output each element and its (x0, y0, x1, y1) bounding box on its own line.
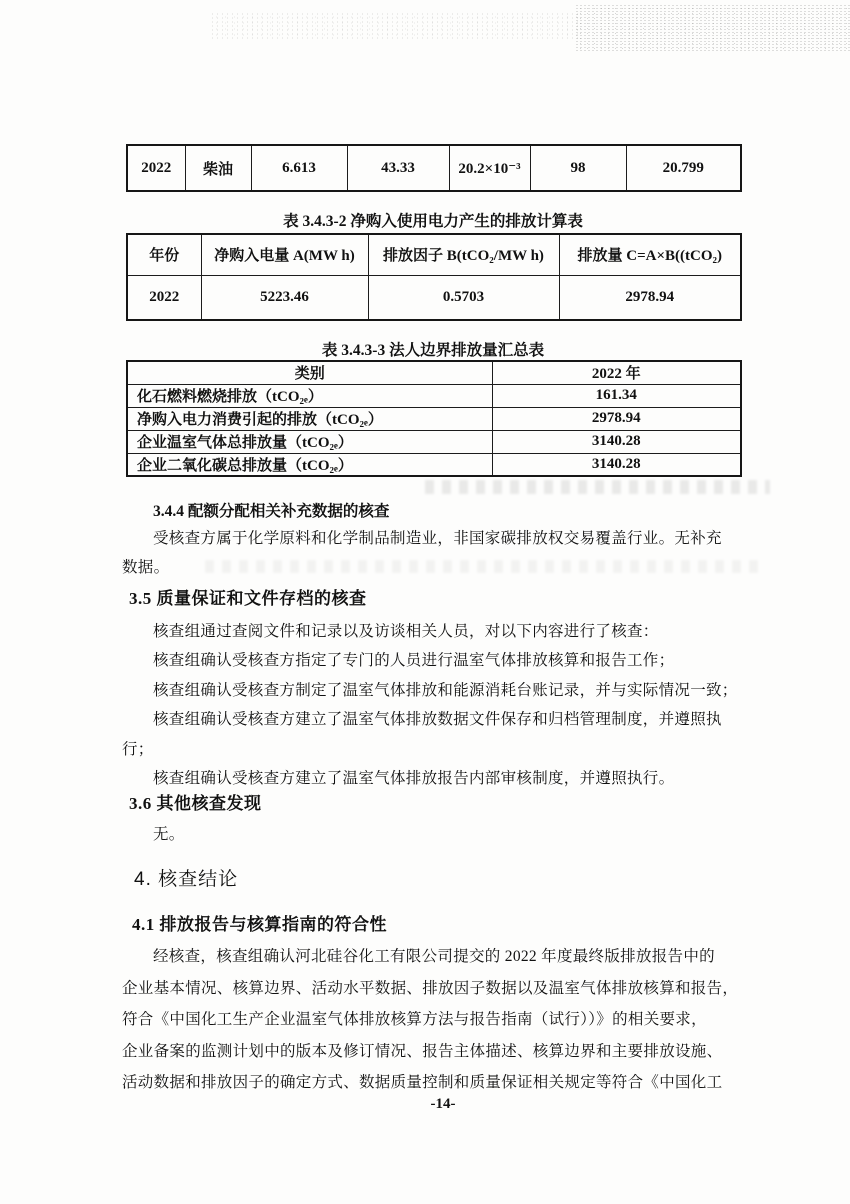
cell-value: 3140.28 (492, 453, 741, 476)
cell-value: 3140.28 (492, 430, 741, 453)
cell-electricity: 5223.46 (201, 275, 368, 320)
fuel-emissions-table-continuation (126, 144, 742, 192)
table-row (127, 453, 741, 476)
section-3-4-4-paragraph (122, 524, 750, 583)
cell-category: 净购入电力消费引起的排放（tCO₂ₑ） (127, 407, 492, 430)
paragraph-line: 核查组确认受核查方制定了温室气体排放和能源消耗台账记录，并与实际情况一致； (153, 681, 738, 699)
scan-noise-top-right (575, 4, 850, 52)
paragraph-line: 经核查，核查组确认河北硅谷化工有限公司提交的 2022 年度最终版排放报告中的 (153, 948, 715, 965)
boundary-emissions-summary-table (126, 360, 742, 477)
scan-noise-top-left (210, 12, 580, 40)
header-emission: 排放量 C=A×B((tCO₂) (559, 234, 741, 275)
cell-factor: 0.5703 (368, 275, 559, 320)
cell-carbon-content: 20.2×10⁻³ (449, 145, 530, 191)
table-header-row (127, 361, 741, 384)
electricity-emissions-table (126, 233, 742, 321)
section-3-5-heading: 3.5 质量保证和文件存档的核查 (129, 589, 367, 608)
table-header-row (127, 234, 741, 275)
section-3-6-body: 无。 (153, 826, 185, 843)
paragraph-line: 活动数据和排放因子的确定方式、数据质量控制和质量保证相关规定等符合《中国化工 (122, 1074, 723, 1091)
header-year-2022: 2022 年 (492, 361, 741, 384)
table-3-4-3-2-title: 表 3.4.3-2 净购入使用电力产生的排放计算表 (283, 213, 583, 230)
paragraph-line: 企业基本情况、核算边界、活动水平数据、排放因子数据以及温室气体排放核算和报告， (122, 979, 739, 997)
cell-category: 化石燃料燃烧排放（tCO₂ₑ） (127, 384, 492, 407)
cell-value: 2978.94 (492, 407, 741, 430)
table-3-4-3-3-title: 表 3.4.3-3 法人边界排放量汇总表 (321, 342, 545, 359)
header-factor: 排放因子 B(tCO₂/MW h) (368, 234, 559, 275)
cell-consumption: 6.613 (251, 145, 347, 191)
table-row (127, 275, 741, 320)
paragraph-line: 核查组确认受核查方建立了温室气体排放报告内部审核制度，并遵照执行。 (153, 769, 675, 787)
cell-year: 2022 (127, 275, 201, 320)
cell-year: 2022 (127, 145, 185, 191)
header-year: 年份 (127, 234, 201, 275)
cell-value: 161.34 (492, 384, 741, 407)
cell-category: 企业温室气体总排放量（tCO₂ₑ） (127, 430, 492, 453)
page-number: -14- (430, 1096, 456, 1112)
cell-heat-value: 43.33 (347, 145, 449, 191)
paragraph-line: 核查组确认受核查方指定了专门的人员进行温室气体排放核算和报告工作； (153, 652, 675, 670)
section-4-heading: 4. 核查结论 (134, 869, 239, 890)
paragraph-line: 受核查方属于化学原料和化学制品制造业，非国家碳排放权交易覆盖行业。无补充 (153, 530, 722, 547)
paragraph-line: 核查组通过查阅文件和记录以及访谈相关人员，对以下内容进行了核查： (153, 623, 659, 640)
paragraph-line: 企业备案的监测计划中的版本及修订情况、报告主体描述、核算边界和主要排放设施、 (122, 1042, 723, 1060)
section-4-1-paragraph (122, 941, 750, 1099)
table-row (127, 430, 741, 453)
paragraph-line: 符合《中国化工生产企业温室气体排放核算方法与报告指南（试行））》的相关要求， (122, 1011, 707, 1028)
table-row (127, 145, 741, 191)
cell-fuel: 柴油 (185, 145, 251, 191)
section-3-6-heading: 3.6 其他核查发现 (129, 794, 262, 813)
paragraph-line: 数据。 (122, 559, 170, 577)
cell-oxidation-rate: 98 (530, 145, 626, 191)
cell-category: 企业二氧化碳总排放量（tCO₂ₑ） (127, 453, 492, 476)
section-3-5-paragraphs (122, 617, 750, 793)
paragraph-line: 行； (122, 740, 154, 758)
table-row (127, 384, 741, 407)
table-row (127, 407, 741, 430)
header-electricity: 净购入电量 A(MW h) (201, 234, 368, 275)
cell-emission: 2978.94 (559, 275, 741, 320)
header-category: 类别 (127, 361, 492, 384)
paragraph-line: 核查组确认受核查方建立了温室气体排放数据文件保存和归档管理制度，并遵照执 (153, 711, 722, 729)
cell-emission: 20.799 (626, 145, 741, 191)
bleed-through-text-1 (425, 480, 770, 494)
section-3-4-4-heading: 3.4.4 配额分配相关补充数据的核查 (153, 503, 390, 520)
section-4-1-heading: 4.1 排放报告与核算指南的符合性 (132, 915, 387, 934)
